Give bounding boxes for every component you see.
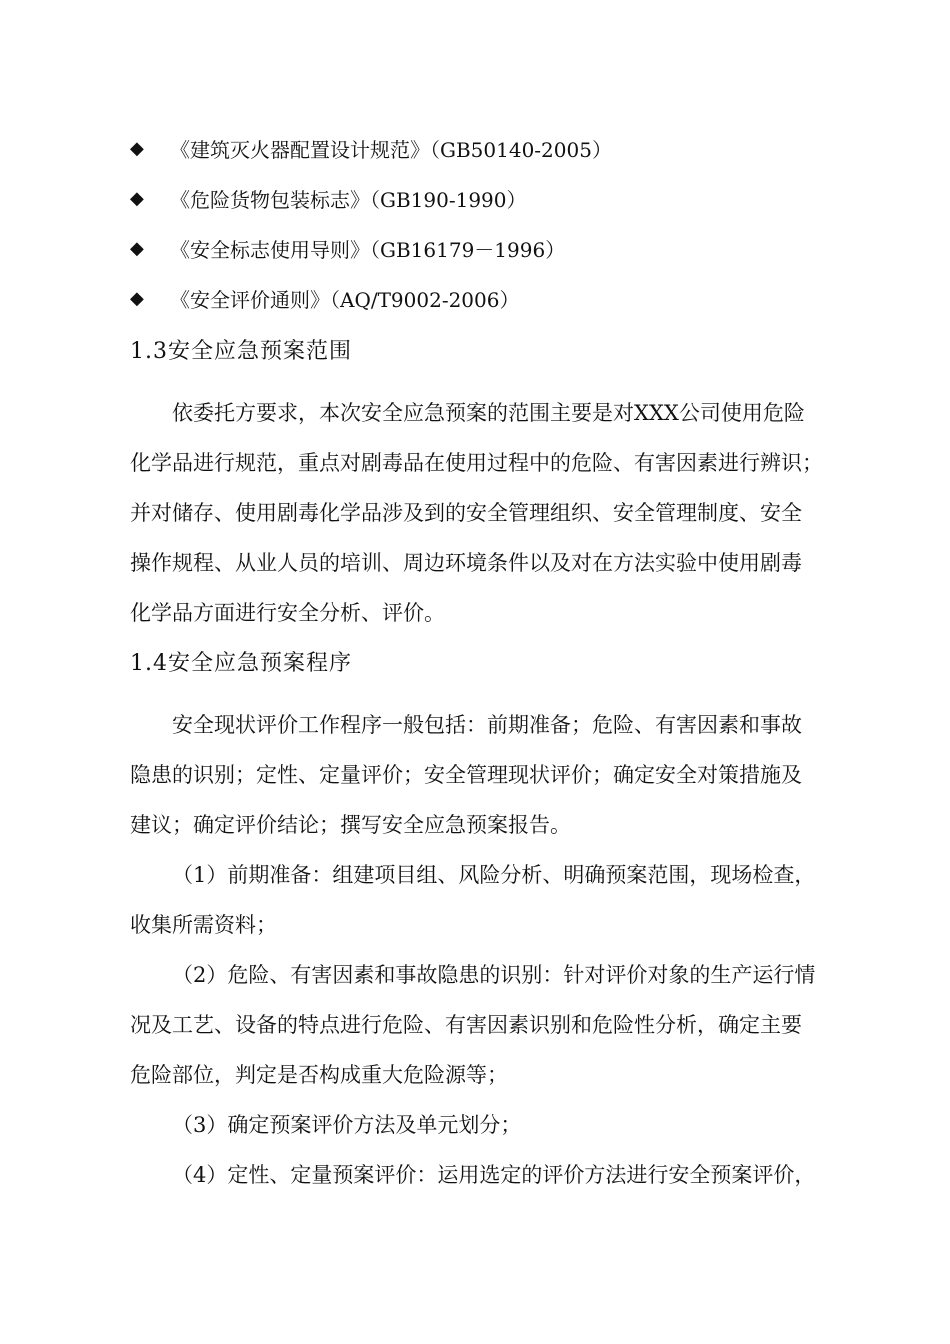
paragraph-line: 依委托方要求，本次安全应急预案的范围主要是对XXX公司使用危险	[172, 401, 805, 425]
paragraph-line: 况及工艺、设备的特点进行危险、有害因素识别和危险性分析，确定主要	[130, 1013, 802, 1037]
step-1-paragraph	[130, 850, 850, 950]
reference-text: 《建筑灭火器配置设计规范》（GB50140-2005）	[170, 137, 612, 162]
paragraph-line: 化学品方面进行安全分析、评价。	[130, 601, 445, 625]
paragraph-line: （4）定性、定量预案评价：运用选定的评价方法进行安全预案评价，	[172, 1163, 816, 1187]
step-2-paragraph	[130, 950, 850, 1100]
paragraph-line: 化学品进行规范，重点对剧毒品在使用过程中的危险、有害因素进行辨识；	[130, 451, 823, 475]
reference-item	[130, 130, 612, 166]
paragraph-line: 建议；确定评价结论；撰写安全应急预案报告。	[130, 813, 571, 837]
step-3-paragraph	[130, 1100, 850, 1150]
reference-item	[130, 280, 519, 316]
diamond-bullet-icon: ◆	[130, 287, 144, 309]
diamond-bullet-icon: ◆	[130, 237, 144, 259]
paragraph-line: （1）前期准备：组建项目组、风险分析、明确预案范围，现场检查，	[172, 863, 816, 887]
paragraph-line: 收集所需资料；	[130, 913, 277, 937]
reference-item	[130, 230, 565, 266]
section-heading-1-3: 1.3安全应急预案范围	[130, 339, 352, 364]
paragraph-line: 并对储存、使用剧毒化学品涉及到的安全管理组织、安全管理制度、安全	[130, 501, 802, 525]
diamond-bullet-icon: ◆	[130, 187, 144, 209]
reference-text: 《安全评价通则》（AQ/T9002-2006）	[170, 287, 520, 312]
paragraph-line: 安全现状评价工作程序一般包括：前期准备；危险、有害因素和事故	[172, 713, 802, 737]
diamond-bullet-icon: ◆	[130, 137, 144, 159]
paragraph-line: （2）危险、有害因素和事故隐患的识别：针对评价对象的生产运行情	[172, 963, 816, 987]
section-1-4-intro	[130, 700, 850, 850]
reference-text: 《安全标志使用导则》（GB16179－1996）	[170, 237, 566, 262]
paragraph-line: 操作规程、从业人员的培训、周边环境条件以及对在方法实验中使用剧毒	[130, 551, 802, 575]
section-heading-1-4: 1.4安全应急预案程序	[130, 651, 352, 676]
paragraph-line: （3）确定预案评价方法及单元划分；	[172, 1113, 522, 1137]
paragraph-line: 隐患的识别；定性、定量评价；安全管理现状评价；确定安全对策措施及	[130, 763, 802, 787]
section-1-3-paragraph	[130, 388, 850, 638]
paragraph-line: 危险部位，判定是否构成重大危险源等；	[130, 1063, 508, 1087]
reference-text: 《危险货物包装标志》（GB190-1990）	[170, 187, 527, 212]
reference-item	[130, 180, 527, 216]
step-4-paragraph	[130, 1150, 850, 1200]
